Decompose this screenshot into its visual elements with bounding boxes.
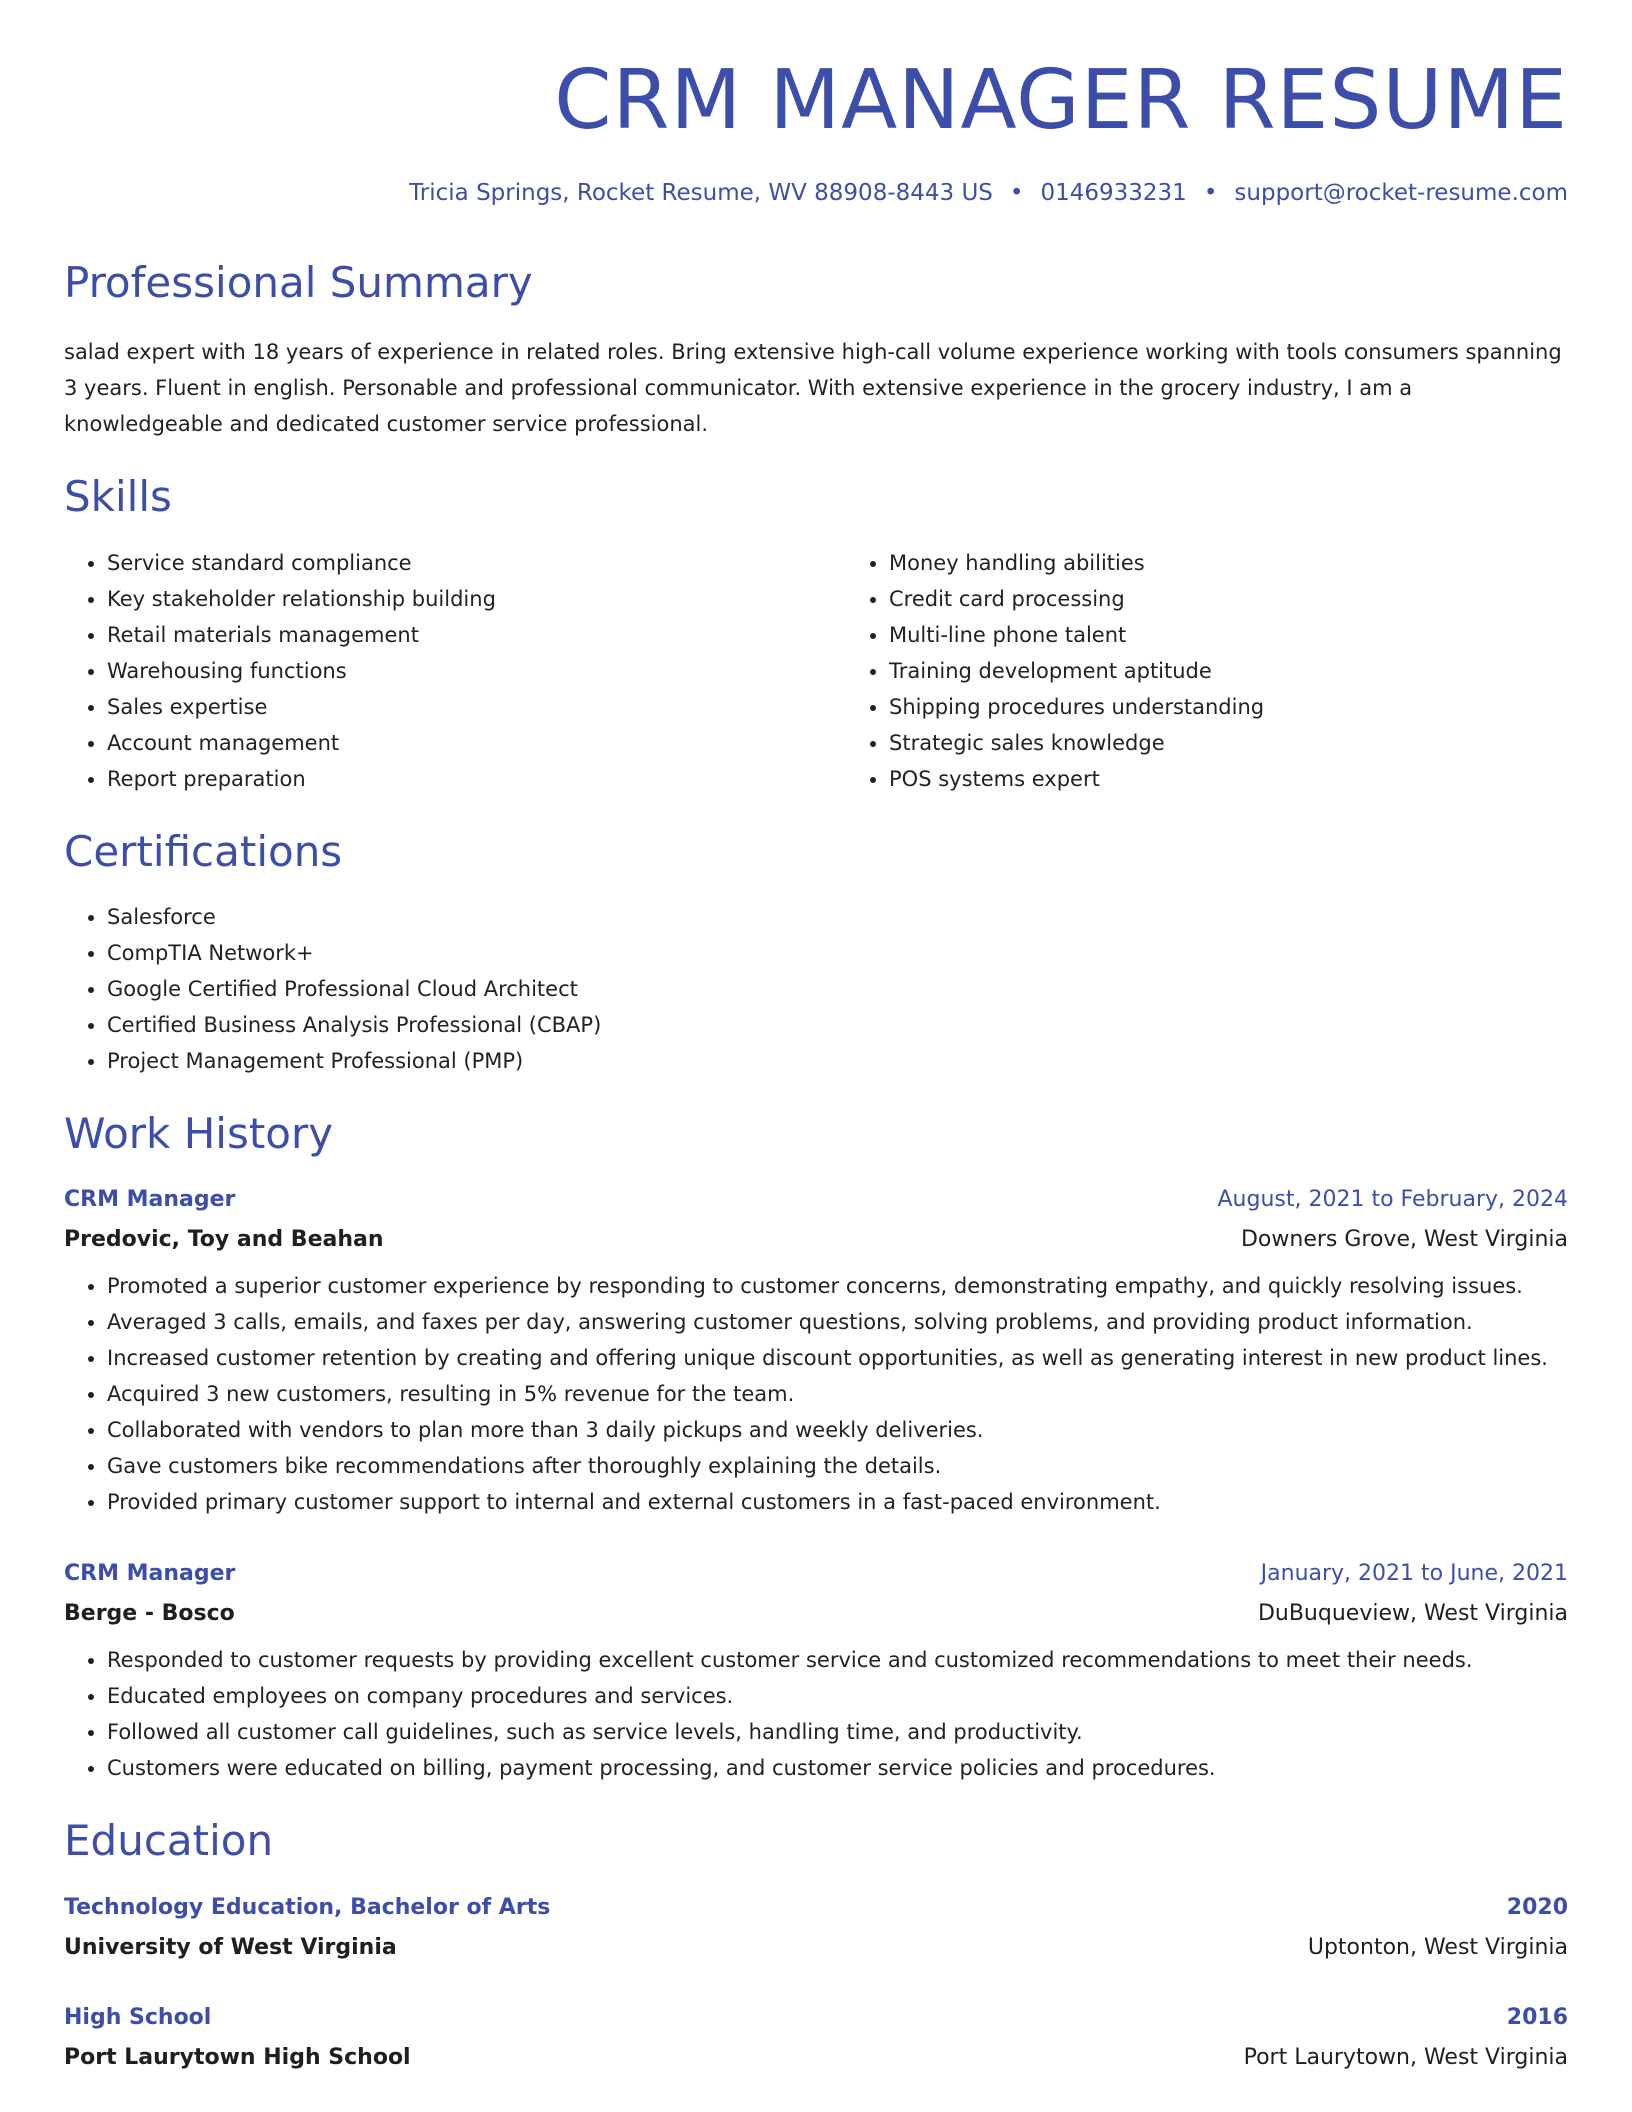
certification-item: • Certified Business Analysis Professional (CBAP) bbox=[107, 1007, 1568, 1043]
contact-line bbox=[64, 180, 1568, 208]
job-bullet: • Acquired 3 new customers, resulting in 5% revenue for the team. bbox=[107, 1376, 1568, 1412]
section-heading-skills: Skills bbox=[64, 472, 172, 522]
skill-item: • Service standard compliance bbox=[107, 545, 846, 581]
resume-title: CRM MANAGER RESUME bbox=[554, 53, 1568, 148]
education-location: Uptonton, West Virginia bbox=[1307, 1934, 1568, 1960]
skill-item: • Money handling abilities bbox=[889, 545, 1628, 581]
education-degree: High School bbox=[64, 2004, 212, 2030]
certification-item: • Project Management Professional (PMP) bbox=[107, 1043, 1568, 1079]
education-year: 2020 bbox=[1506, 1894, 1568, 1920]
certification-item: • Google Certified Professional Cloud Architect bbox=[107, 971, 1568, 1007]
job-location: Downers Grove, West Virginia bbox=[1240, 1227, 1568, 1253]
skill-item: • Sales expertise bbox=[107, 689, 846, 725]
professional-summary-section bbox=[64, 258, 1568, 442]
education-school-row bbox=[64, 1934, 1568, 1962]
skill-item: • Warehousing functions bbox=[107, 653, 846, 689]
skill-item: • Account management bbox=[107, 725, 846, 761]
education-degree: Technology Education, Bachelor of Arts bbox=[64, 1894, 551, 1920]
resume-header bbox=[64, 53, 1568, 208]
job-bullets bbox=[64, 1642, 1568, 1786]
certifications-list bbox=[64, 899, 1568, 1079]
job-title: CRM Manager bbox=[64, 1187, 236, 1213]
job-bullets bbox=[64, 1268, 1568, 1520]
job-entry bbox=[64, 1186, 1568, 1520]
education-section bbox=[64, 1816, 1568, 2071]
skill-item: • Key stakeholder relationship building bbox=[107, 581, 846, 617]
education-year: 2016 bbox=[1506, 2004, 1568, 2030]
job-title-row bbox=[64, 1560, 1568, 1588]
section-heading-summary: Professional Summary bbox=[64, 257, 533, 307]
skill-item: • Strategic sales knowledge bbox=[889, 725, 1628, 761]
section-heading-work-history: Work History bbox=[64, 1108, 334, 1158]
job-bullet: • Customers were educated on billing, payment processing, and customer service policies and procedures. bbox=[107, 1750, 1568, 1786]
skills-list-left bbox=[64, 545, 846, 797]
education-location: Port Laurytown, West Virginia bbox=[1243, 2044, 1568, 2070]
job-company: Predovic, Toy and Beahan bbox=[64, 1227, 384, 1253]
job-bullet: • Averaged 3 calls, emails, and faxes per day, answering customer questions, solving problems, and providing product information. bbox=[107, 1304, 1568, 1340]
job-title-row bbox=[64, 1186, 1568, 1214]
job-dates: August, 2021 to February, 2024 bbox=[1217, 1187, 1568, 1213]
contact-address: Tricia Springs, Rocket Resume, WV 88908-8443 US bbox=[409, 180, 993, 207]
section-heading-education: Education bbox=[64, 1816, 274, 1866]
job-location: DuBuqueview, West Virginia bbox=[1257, 1601, 1568, 1627]
job-entry bbox=[64, 1560, 1568, 1786]
job-company-row bbox=[64, 1226, 1568, 1254]
work-history-section bbox=[64, 1109, 1568, 1786]
education-school-row bbox=[64, 2044, 1568, 2072]
education-school: Port Laurytown High School bbox=[64, 2044, 411, 2070]
job-bullet: • Provided primary customer support to internal and external customers in a fast-paced environment. bbox=[107, 1484, 1568, 1520]
education-degree-row bbox=[64, 2004, 1568, 2032]
certification-item: • CompTIA Network+ bbox=[107, 935, 1568, 971]
job-bullet: • Promoted a superior customer experience by responding to customer concerns, demonstrating empathy, and quickly resolving issues. bbox=[107, 1268, 1568, 1304]
certification-item: • Salesforce bbox=[107, 899, 1568, 935]
skills-grid bbox=[64, 545, 1568, 797]
skill-item: • Shipping procedures understanding bbox=[889, 689, 1628, 725]
contact-separator: • bbox=[1203, 180, 1218, 207]
skill-item: • Training development aptitude bbox=[889, 653, 1628, 689]
skill-item: • Multi-line phone talent bbox=[889, 617, 1628, 653]
education-degree-row bbox=[64, 1894, 1568, 1922]
summary-text: salad expert with 18 years of experience in related roles. Bring extensive high-call volume experience working with tools consumers spanning 3 years. Fluent in english. Personable and professional communicator. With extensive experience in the grocery industry, I am a knowledgeable and dedicated customer service professional. bbox=[64, 340, 1562, 437]
job-company-row bbox=[64, 1600, 1568, 1628]
job-bullet: • Followed all customer call guidelines, such as service levels, handling time, and productivity. bbox=[107, 1714, 1568, 1750]
skill-item: • Report preparation bbox=[107, 761, 846, 797]
education-school: University of West Virginia bbox=[64, 1934, 397, 1960]
job-bullet: • Responded to customer requests by providing excellent customer service and customized recommendations to meet their needs. bbox=[107, 1642, 1568, 1678]
job-bullet: • Increased customer retention by creating and offering unique discount opportunities, as well as generating interest in new product lines. bbox=[107, 1340, 1568, 1376]
skill-item: • Credit card processing bbox=[889, 581, 1628, 617]
job-bullet: • Gave customers bike recommendations after thoroughly explaining the details. bbox=[107, 1448, 1568, 1484]
skill-item: • Retail materials management bbox=[107, 617, 846, 653]
section-heading-certifications: Certifications bbox=[64, 826, 343, 876]
job-bullet: • Educated employees on company procedures and services. bbox=[107, 1678, 1568, 1714]
skills-list-right bbox=[846, 545, 1628, 797]
education-entry bbox=[64, 1894, 1568, 1962]
certifications-section bbox=[64, 827, 1568, 1079]
job-company: Berge - Bosco bbox=[64, 1601, 235, 1627]
contact-separator: • bbox=[1009, 180, 1024, 207]
skills-section bbox=[64, 472, 1568, 796]
job-dates: January, 2021 to June, 2021 bbox=[1260, 1561, 1568, 1587]
job-title: CRM Manager bbox=[64, 1561, 236, 1587]
job-bullet: • Collaborated with vendors to plan more than 3 daily pickups and weekly deliveries. bbox=[107, 1412, 1568, 1448]
contact-phone: 0146933231 bbox=[1040, 180, 1187, 207]
education-entry bbox=[64, 2004, 1568, 2072]
skill-item: • POS systems expert bbox=[889, 761, 1628, 797]
contact-email[interactable]: support@rocket-resume.com bbox=[1234, 180, 1568, 207]
